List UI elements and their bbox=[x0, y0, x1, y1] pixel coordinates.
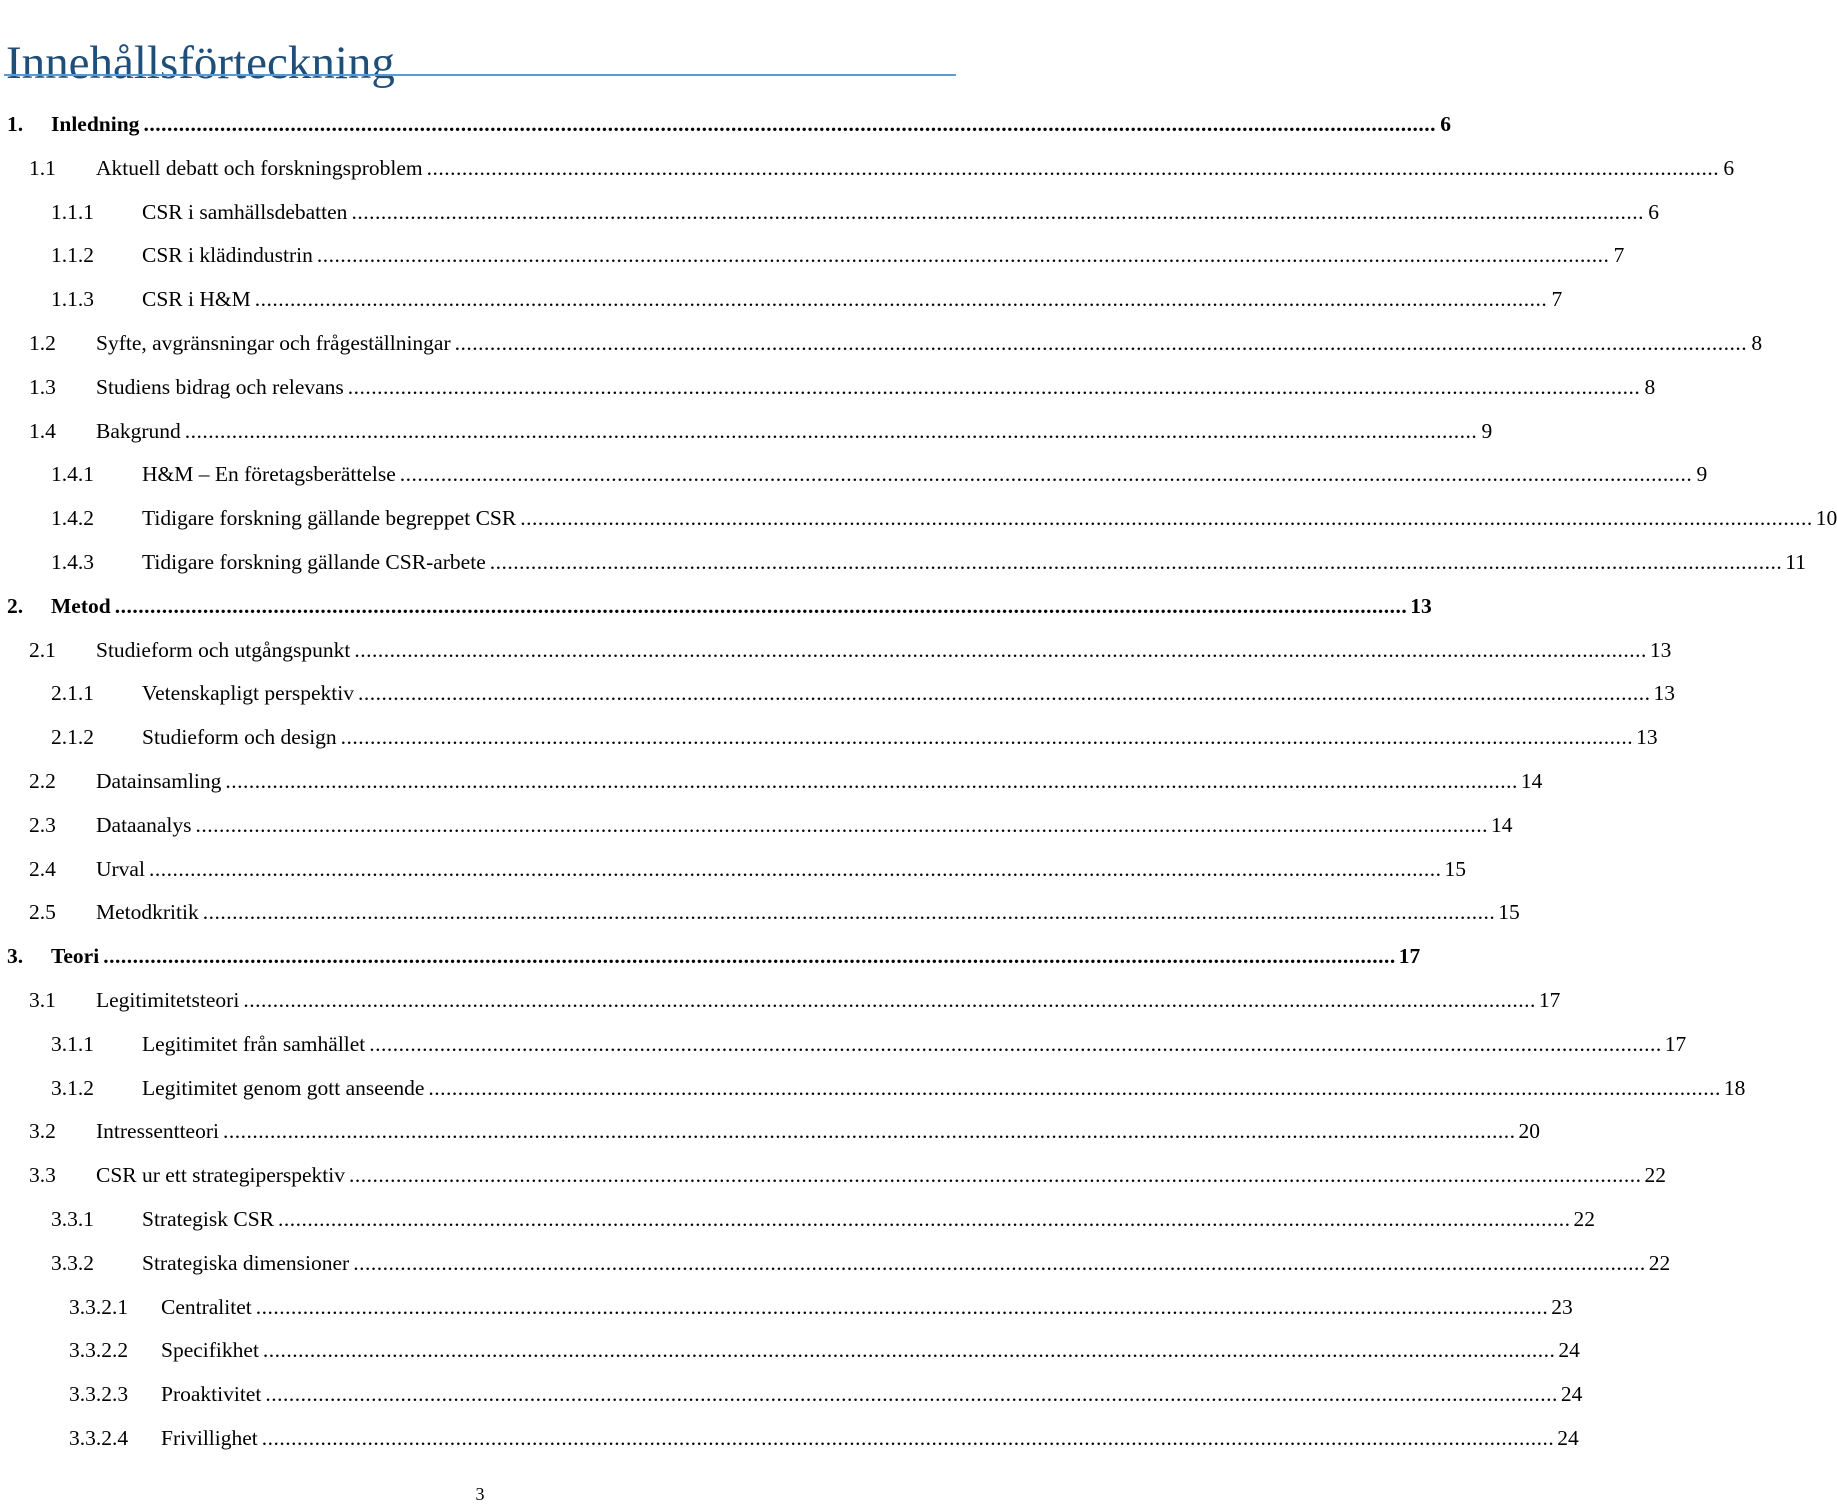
dot-leader: ............................................................................................................................................................................................................................ bbox=[261, 1425, 1555, 1450]
dot-leader: ............................................................................................................................................................................................................................ bbox=[316, 243, 1610, 268]
toc-entry-page: 17 bbox=[1396, 935, 1421, 979]
toc-entry-title: Strategisk CSR bbox=[142, 1198, 278, 1242]
toc-entry[interactable] bbox=[0, 1242, 1671, 1286]
toc-entry[interactable] bbox=[0, 497, 1837, 541]
toc-entry-title: Teori bbox=[51, 935, 103, 979]
toc-entry[interactable] bbox=[0, 366, 1656, 410]
dot-leader: ............................................................................................................................................................................................................................ bbox=[351, 199, 1644, 224]
toc-entry-number: 3.3.2.4 bbox=[69, 1425, 129, 1450]
toc-entry-number: 2.4 bbox=[29, 856, 56, 881]
toc-entry-page: 14 bbox=[1518, 760, 1543, 804]
toc-entry-number: 1.1.2 bbox=[51, 243, 94, 268]
toc-entry-number: 2.2 bbox=[29, 768, 56, 793]
toc-entry-page: 6 bbox=[1719, 147, 1734, 191]
toc-entry-number: 3.2 bbox=[29, 1119, 56, 1144]
toc-entry-number: 1.4.2 bbox=[51, 506, 94, 531]
toc-entry[interactable] bbox=[0, 322, 1763, 366]
toc-entry-page: 13 bbox=[1647, 629, 1672, 673]
toc-entry-number: 3.3.1 bbox=[51, 1206, 94, 1231]
toc-entry-page: 17 bbox=[1662, 1023, 1687, 1067]
toc-entry-page: 11 bbox=[1782, 541, 1806, 585]
toc-entry-page: 9 bbox=[1477, 410, 1492, 454]
toc-entry-line bbox=[96, 629, 1672, 673]
toc-entry-number: 1.3 bbox=[29, 374, 56, 399]
toc-entry-line bbox=[96, 760, 1543, 804]
toc-entry-line bbox=[142, 541, 1806, 585]
dot-leader: ............................................................................................................................................................................................................................ bbox=[184, 418, 1478, 443]
toc-entry-page: 7 bbox=[1547, 278, 1562, 322]
toc-entry-line bbox=[142, 1023, 1687, 1067]
dot-leader: ............................................................................................................................................................................................................................ bbox=[148, 856, 1442, 881]
toc-entry-number: 3.1 bbox=[29, 987, 56, 1012]
toc-entry-page: 10 bbox=[1813, 497, 1837, 541]
toc-entry-page: 13 bbox=[1407, 585, 1432, 629]
toc-entry-title: Metodkritik bbox=[96, 891, 203, 935]
toc-entry[interactable] bbox=[0, 629, 1672, 673]
toc-entry-line bbox=[96, 1110, 1540, 1154]
toc-entry[interactable] bbox=[0, 672, 1675, 716]
toc-entry-line bbox=[96, 147, 1735, 191]
toc-entry-title: Proaktivitet bbox=[161, 1373, 265, 1417]
toc-entry-line bbox=[96, 979, 1561, 1023]
toc-entry-page: 22 bbox=[1646, 1242, 1671, 1286]
toc-entry[interactable] bbox=[0, 1286, 1573, 1330]
toc-entry-line bbox=[142, 1198, 1596, 1242]
toc-entry-number: 3. bbox=[7, 944, 24, 969]
toc-entry[interactable] bbox=[0, 935, 1421, 979]
toc-entry-title: Tidigare forskning gällande CSR-arbete bbox=[142, 541, 490, 585]
toc-entry-page: 13 bbox=[1650, 672, 1675, 716]
dot-leader: ............................................................................................................................................................................................................................ bbox=[340, 725, 1634, 750]
toc-entry[interactable] bbox=[0, 1417, 1579, 1461]
toc-entry-title: Studieform och utgångspunkt bbox=[96, 629, 354, 673]
dot-leader: ............................................................................................................................................................................................................................ bbox=[354, 637, 1647, 662]
toc-entry-page: 22 bbox=[1571, 1198, 1596, 1242]
toc-entry-title: Studieform och design bbox=[142, 716, 341, 760]
toc-entry[interactable] bbox=[0, 103, 1451, 147]
toc-entry-title: Tidigare forskning gällande begreppet CSR bbox=[142, 497, 520, 541]
toc-entry-page: 23 bbox=[1548, 1286, 1573, 1330]
toc-entry-number: 1.1 bbox=[29, 155, 56, 180]
toc-entry-title: Datainsamling bbox=[96, 760, 225, 804]
toc-entry-page: 24 bbox=[1558, 1373, 1583, 1417]
toc-entry[interactable] bbox=[0, 585, 1432, 629]
toc-entry[interactable] bbox=[0, 716, 1658, 760]
toc-entry-number: 3.3.2 bbox=[51, 1250, 94, 1275]
toc-entry-page: 8 bbox=[1747, 322, 1762, 366]
toc-entry-number: 2.1.1 bbox=[51, 681, 94, 706]
toc-entry[interactable] bbox=[0, 278, 1563, 322]
toc-entry-title: Metod bbox=[51, 585, 115, 629]
toc-entry-page: 7 bbox=[1609, 234, 1624, 278]
toc-entry-page: 20 bbox=[1516, 1110, 1541, 1154]
toc-entry-page: 14 bbox=[1488, 804, 1513, 848]
toc-entry-number: 1.1.1 bbox=[51, 199, 94, 224]
table-of-contents bbox=[0, 103, 1837, 1461]
toc-entry-title: Studiens bidrag och relevans bbox=[96, 366, 348, 410]
toc-entry[interactable] bbox=[0, 147, 1735, 191]
dot-leader: ............................................................................................................................................................................................................................ bbox=[223, 1119, 1516, 1144]
dot-leader: ............................................................................................................................................................................................................................ bbox=[243, 987, 1536, 1012]
toc-entry-title: CSR i H&M bbox=[142, 278, 255, 322]
toc-entry[interactable] bbox=[0, 1067, 1746, 1111]
dot-leader: ............................................................................................................................................................................................................................ bbox=[195, 812, 1489, 837]
dot-leader: ............................................................................................................................................................................................................................ bbox=[225, 768, 1518, 793]
dot-leader: ............................................................................................................................................................................................................................ bbox=[369, 1031, 1662, 1056]
toc-entry[interactable] bbox=[0, 804, 1513, 848]
toc-entry-page: 18 bbox=[1721, 1067, 1746, 1111]
toc-entry[interactable] bbox=[0, 979, 1561, 1023]
toc-entry-title: Legitimitet genom gott anseende bbox=[142, 1067, 428, 1111]
toc-entry-title: Inledning bbox=[51, 103, 143, 147]
toc-entry-line bbox=[96, 366, 1656, 410]
toc-entry-line bbox=[142, 278, 1563, 322]
dot-leader: ............................................................................................................................................................................................................................ bbox=[489, 549, 1783, 574]
toc-entry-line bbox=[142, 1067, 1746, 1111]
toc-entry-line bbox=[51, 585, 1432, 629]
toc-entry-number: 2.5 bbox=[29, 900, 56, 925]
toc-entry-title: CSR i klädindustrin bbox=[142, 234, 317, 278]
page-number: 3 bbox=[475, 1484, 485, 1504]
toc-entry-number: 2.3 bbox=[29, 812, 56, 837]
toc-entry-number: 1.4.3 bbox=[51, 549, 94, 574]
toc-entry-title: Intressentteori bbox=[96, 1110, 223, 1154]
toc-entry-number: 1.4.1 bbox=[51, 462, 94, 487]
toc-entry[interactable] bbox=[0, 410, 1493, 454]
toc-entry-line bbox=[161, 1329, 1580, 1373]
toc-entry-number: 3.3.2.1 bbox=[69, 1294, 129, 1319]
toc-entry-line bbox=[96, 891, 1520, 935]
toc-entry-line bbox=[96, 322, 1763, 366]
toc-entry-title: Vetenskapligt perspektiv bbox=[142, 672, 358, 716]
toc-entry-line bbox=[142, 1242, 1671, 1286]
toc-entry-line bbox=[142, 234, 1625, 278]
toc-entry[interactable] bbox=[0, 541, 1806, 585]
toc-entry-title: Bakgrund bbox=[96, 410, 185, 454]
toc-entry-line bbox=[142, 453, 1708, 497]
toc-entry[interactable] bbox=[0, 1110, 1540, 1154]
toc-entry[interactable] bbox=[0, 191, 1659, 235]
toc-entry-number: 2.1 bbox=[29, 637, 56, 662]
toc-entry-number: 2.1.2 bbox=[51, 725, 94, 750]
toc-entry-line bbox=[161, 1373, 1583, 1417]
toc-entry-title: Specifikhet bbox=[161, 1329, 263, 1373]
toc-entry[interactable] bbox=[0, 1154, 1667, 1198]
toc-entry-page: 15 bbox=[1495, 891, 1520, 935]
toc-entry-page: 17 bbox=[1536, 979, 1561, 1023]
toc-entry-page: 24 bbox=[1555, 1329, 1580, 1373]
toc-entry-title: Strategiska dimensioner bbox=[142, 1242, 353, 1286]
toc-entry[interactable] bbox=[0, 848, 1466, 892]
dot-leader: ............................................................................................................................................................................................................................ bbox=[255, 1294, 1549, 1319]
toc-entry-title: Legitimitetsteori bbox=[96, 979, 243, 1023]
toc-entry-line bbox=[142, 716, 1658, 760]
toc-entry-number: 3.1.1 bbox=[51, 1031, 94, 1056]
toc-entry-title: H&M – En företagsberättelse bbox=[142, 453, 400, 497]
dot-leader: ............................................................................................................................................................................................................................ bbox=[347, 374, 1641, 399]
toc-entry-page: 9 bbox=[1692, 453, 1707, 497]
toc-entry[interactable] bbox=[0, 1198, 1596, 1242]
toc-entry[interactable] bbox=[0, 453, 1708, 497]
dot-leader: ............................................................................................................................................................................................................................ bbox=[520, 506, 1813, 531]
toc-entry-line bbox=[161, 1417, 1579, 1461]
toc-entry-title: Urval bbox=[96, 848, 149, 892]
dot-leader: ............................................................................................................................................................................................................................ bbox=[254, 287, 1548, 312]
dot-leader: ............................................................................................................................................................................................................................ bbox=[349, 1163, 1642, 1188]
toc-entry-line bbox=[96, 410, 1493, 454]
toc-entry-number: 3.3.2.3 bbox=[69, 1382, 129, 1407]
dot-leader: ............................................................................................................................................................................................................................ bbox=[454, 330, 1748, 355]
toc-entry-line bbox=[96, 804, 1513, 848]
toc-entry-title: CSR ur ett strategiperspektiv bbox=[96, 1154, 349, 1198]
toc-entry-line bbox=[51, 103, 1451, 147]
dot-leader: ............................................................................................................................................................................................................................ bbox=[353, 1250, 1646, 1275]
dot-leader: ............................................................................................................................................................................................................................ bbox=[262, 1338, 1556, 1363]
toc-entry-title: Legitimitet från samhället bbox=[142, 1023, 369, 1067]
toc-entry-number: 2. bbox=[7, 593, 24, 618]
dot-leader: ............................................................................................................................................................................................................................ bbox=[103, 944, 1396, 969]
toc-entry-title: Frivillighet bbox=[161, 1417, 262, 1461]
toc-entry-title: Syfte, avgränsningar och frågeställningar bbox=[96, 322, 455, 366]
toc-entry-page: 22 bbox=[1642, 1154, 1667, 1198]
toc-entry-page: 13 bbox=[1633, 716, 1658, 760]
toc-entry[interactable] bbox=[0, 234, 1625, 278]
toc-entry-title: Centralitet bbox=[161, 1286, 256, 1330]
dot-leader: ............................................................................................................................................................................................................................ bbox=[114, 593, 1408, 618]
toc-entry-number: 1. bbox=[7, 112, 24, 136]
toc-entry-line bbox=[142, 191, 1659, 235]
toc-entry-page: 6 bbox=[1436, 103, 1451, 147]
toc-entry-number: 3.3.2.2 bbox=[69, 1338, 129, 1363]
toc-entry-page: 6 bbox=[1644, 191, 1659, 235]
toc-entry-line bbox=[142, 497, 1837, 541]
toc-entry-number: 3.3 bbox=[29, 1163, 56, 1188]
dot-leader: ............................................................................................................................................................................................................................ bbox=[426, 155, 1720, 180]
toc-entry[interactable] bbox=[0, 1329, 1580, 1373]
toc-entry-line bbox=[142, 672, 1675, 716]
dot-leader: ............................................................................................................................................................................................................................ bbox=[399, 462, 1693, 487]
dot-leader: ............................................................................................................................................................................................................................ bbox=[428, 1075, 1721, 1100]
title-underline bbox=[4, 74, 956, 76]
toc-entry-line bbox=[96, 1154, 1667, 1198]
toc-entry-number: 1.4 bbox=[29, 418, 56, 443]
toc-entry-page: 24 bbox=[1554, 1417, 1579, 1461]
page-title: Innehållsförteckning bbox=[6, 37, 395, 90]
toc-entry-number: 3.1.2 bbox=[51, 1075, 94, 1100]
dot-leader: ............................................................................................................................................................................................................................ bbox=[202, 900, 1496, 925]
toc-entry-line bbox=[51, 935, 1421, 979]
dot-leader: ............................................................................................................................................................................................................................ bbox=[143, 112, 1436, 136]
dot-leader: ............................................................................................................................................................................................................................ bbox=[357, 681, 1651, 706]
dot-leader: ............................................................................................................................................................................................................................ bbox=[278, 1206, 1571, 1231]
toc-entry-title: Dataanalys bbox=[96, 804, 196, 848]
toc-entry[interactable] bbox=[0, 891, 1520, 935]
toc-entry-line bbox=[161, 1286, 1573, 1330]
toc-entry-number: 1.2 bbox=[29, 330, 56, 355]
toc-entry-title: Aktuell debatt och forskningsproblem bbox=[96, 147, 427, 191]
toc-entry[interactable] bbox=[0, 1373, 1583, 1417]
toc-entry-page: 8 bbox=[1640, 366, 1655, 410]
toc-entry-page: 15 bbox=[1441, 848, 1466, 892]
dot-leader: ............................................................................................................................................................................................................................ bbox=[265, 1382, 1558, 1407]
toc-entry[interactable] bbox=[0, 1023, 1687, 1067]
toc-entry[interactable] bbox=[0, 760, 1543, 804]
toc-entry-number: 1.1.3 bbox=[51, 287, 94, 312]
toc-entry-title: CSR i samhällsdebatten bbox=[142, 191, 351, 235]
toc-entry-line bbox=[96, 848, 1466, 892]
